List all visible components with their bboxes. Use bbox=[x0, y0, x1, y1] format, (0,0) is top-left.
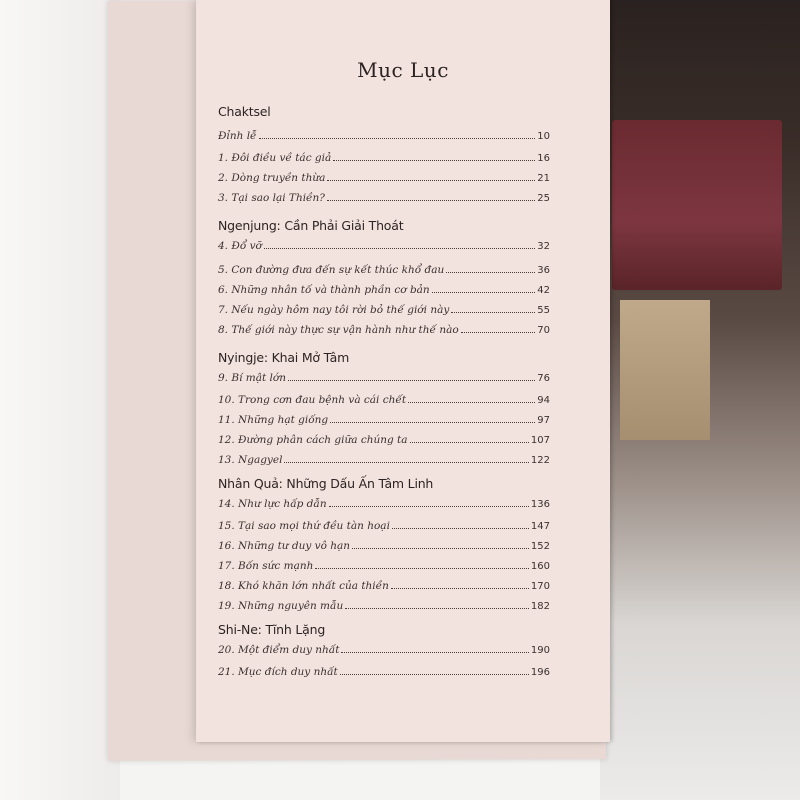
leader-dots bbox=[288, 372, 535, 381]
leader-dots bbox=[446, 264, 535, 273]
entry-title: 19. Những nguyên mẫu bbox=[218, 600, 344, 612]
leader-dots bbox=[340, 666, 529, 675]
entry-title: 13. Ngagyel bbox=[218, 454, 283, 466]
entry-page: 94 bbox=[537, 395, 550, 406]
leader-dots bbox=[327, 192, 535, 201]
toc-entry bbox=[218, 236, 550, 252]
entry-page: 55 bbox=[537, 305, 550, 316]
leader-dots bbox=[345, 600, 529, 609]
entry-title: 1. Đôi điều về tác giả bbox=[218, 152, 332, 164]
entry-page: 170 bbox=[530, 581, 550, 592]
entry-title: 15. Tại sao mọi thứ đều tàn hoại bbox=[218, 520, 390, 532]
leader-dots bbox=[333, 152, 535, 161]
entry-page: 32 bbox=[537, 241, 550, 252]
leader-dots bbox=[264, 240, 535, 249]
entry-title: 8. Thế giới này thực sự vận hành như thế nào bbox=[218, 324, 459, 336]
leader-dots bbox=[341, 644, 528, 653]
toc-entry bbox=[218, 410, 550, 426]
leader-dots bbox=[392, 520, 529, 529]
toc-entry bbox=[218, 596, 550, 612]
entry-title: 12. Đường phân cách giữa chúng ta bbox=[218, 434, 408, 446]
toc-title: Mục Lục bbox=[357, 58, 449, 82]
leader-dots bbox=[410, 434, 529, 443]
entry-page: 42 bbox=[537, 285, 550, 296]
entry-title: 11. Những hạt giống bbox=[218, 414, 329, 426]
leader-dots bbox=[391, 580, 529, 589]
entry-page: 182 bbox=[530, 601, 550, 612]
entry-page: 76 bbox=[537, 373, 550, 384]
toc-entry bbox=[218, 576, 550, 592]
toc-entry bbox=[218, 300, 550, 316]
entry-title: 4. Đổ vỡ bbox=[218, 240, 262, 252]
entry-page: 10 bbox=[537, 131, 550, 142]
entry-title: 2. Dòng truyền thừa bbox=[218, 172, 326, 184]
background-book bbox=[612, 120, 782, 290]
toc-entry bbox=[218, 280, 550, 296]
background-book-2 bbox=[620, 300, 710, 440]
entry-title: 21. Mục đích duy nhất bbox=[218, 666, 338, 678]
leader-dots bbox=[259, 130, 536, 139]
leader-dots bbox=[330, 414, 535, 423]
leader-dots bbox=[329, 498, 529, 507]
entry-title: 6. Những nhân tố và thành phần cơ bản bbox=[218, 284, 430, 296]
toc-entry bbox=[218, 126, 550, 142]
section-heading: Shi-Ne: Tĩnh Lặng bbox=[218, 622, 326, 637]
entry-page: 136 bbox=[530, 499, 550, 510]
toc-entry bbox=[218, 556, 550, 572]
entry-title: 9. Bí mật lớn bbox=[218, 372, 286, 384]
toc-entry bbox=[218, 536, 550, 552]
toc-entry bbox=[218, 640, 550, 656]
section-heading: Nyingje: Khai Mở Tâm bbox=[218, 350, 350, 365]
toc-entry bbox=[218, 516, 550, 532]
entry-page: 160 bbox=[530, 561, 550, 572]
entry-page: 152 bbox=[530, 541, 550, 552]
leader-dots bbox=[352, 540, 529, 549]
entry-title: 18. Khó khăn lớn nhất của thiền bbox=[218, 580, 389, 592]
leader-dots bbox=[451, 304, 535, 313]
book-page bbox=[196, 0, 610, 742]
leader-dots bbox=[327, 172, 535, 181]
toc-entry bbox=[218, 430, 550, 446]
toc-entry bbox=[218, 494, 550, 510]
toc-entry bbox=[218, 260, 550, 276]
entry-page: 107 bbox=[530, 435, 550, 446]
entry-page: 122 bbox=[530, 455, 550, 466]
section-heading: Ngenjung: Cần Phải Giải Thoát bbox=[218, 218, 404, 233]
toc-entry bbox=[218, 368, 550, 384]
toc-entry bbox=[218, 320, 550, 336]
toc-entry bbox=[218, 450, 550, 466]
entry-title: 16. Những tư duy vô hạn bbox=[218, 540, 351, 552]
leader-dots bbox=[284, 454, 528, 463]
entry-title: 14. Như lực hấp dẫn bbox=[218, 498, 327, 510]
toc-entry bbox=[218, 168, 550, 184]
entry-title: 17. Bốn sức mạnh bbox=[218, 560, 314, 572]
toc-entry bbox=[218, 662, 550, 678]
entry-page: 70 bbox=[537, 325, 550, 336]
entry-title: Đỉnh lễ bbox=[218, 130, 257, 142]
leader-dots bbox=[432, 284, 536, 293]
entry-title: 20. Một điểm duy nhất bbox=[218, 644, 340, 656]
background-left bbox=[0, 0, 120, 800]
entry-page: 36 bbox=[537, 265, 550, 276]
entry-page: 196 bbox=[530, 667, 550, 678]
leader-dots bbox=[408, 394, 535, 403]
toc-container bbox=[196, 0, 610, 742]
entry-page: 21 bbox=[537, 173, 550, 184]
entry-page: 97 bbox=[537, 415, 550, 426]
entry-title: 5. Con đường đưa đến sự kết thúc khổ đau bbox=[218, 264, 445, 276]
entry-page: 147 bbox=[530, 521, 550, 532]
toc-entry bbox=[218, 188, 550, 204]
section-heading: Chaktsel bbox=[218, 104, 271, 119]
leader-dots bbox=[315, 560, 529, 569]
entry-page: 190 bbox=[530, 645, 550, 656]
entry-title: 7. Nếu ngày hôm nay tôi rời bỏ thế giới này bbox=[218, 304, 450, 316]
section-heading: Nhân Quả: Những Dấu Ấn Tâm Linh bbox=[218, 476, 434, 491]
toc-entry bbox=[218, 148, 550, 164]
entry-title: 10. Trong cơn đau bệnh và cái chết bbox=[218, 394, 407, 406]
entry-page: 25 bbox=[537, 193, 550, 204]
entry-title: 3. Tại sao lại Thiền? bbox=[218, 192, 325, 204]
leader-dots bbox=[461, 324, 536, 333]
toc-entry bbox=[218, 390, 550, 406]
entry-page: 16 bbox=[537, 153, 550, 164]
